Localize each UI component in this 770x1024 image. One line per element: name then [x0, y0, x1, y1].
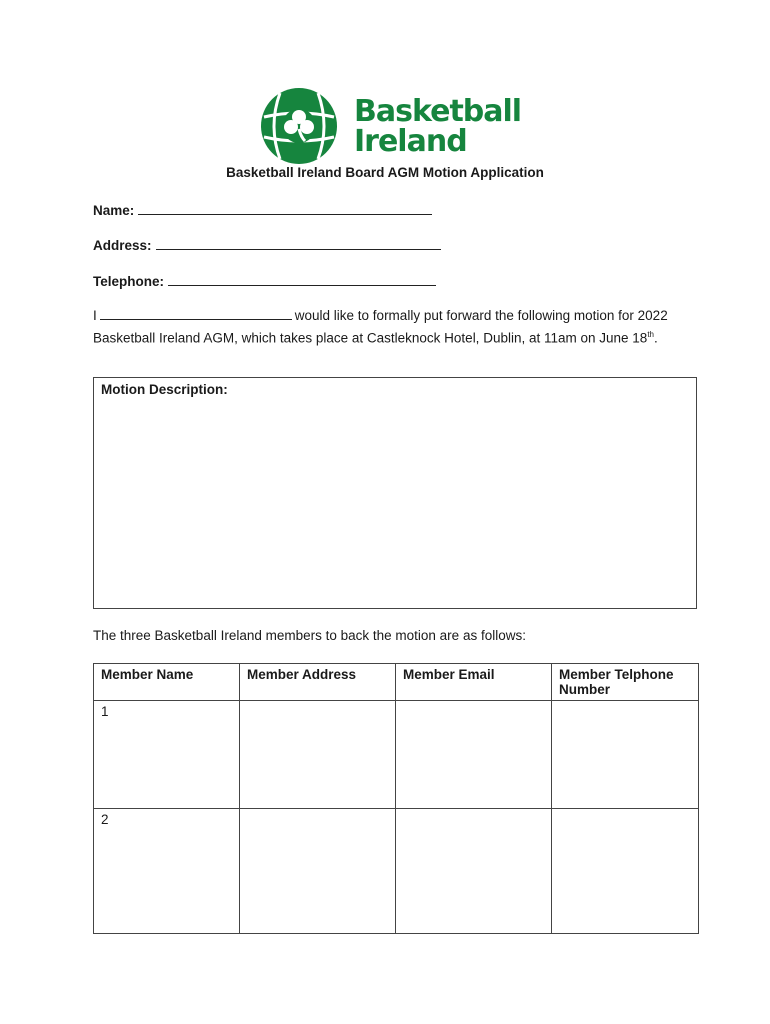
statement-text: would like to formally put forward the following motion for 2022 Basketball Ireland AGM, which takes place at Castleknock Hotel, Dublin, at 11am on June 18: [93, 308, 668, 346]
address-field[interactable]: [93, 236, 441, 253]
row-2-address-cell[interactable]: [240, 809, 396, 934]
statement-suffix: .: [653, 330, 658, 346]
row-2-email-cell[interactable]: [396, 809, 552, 934]
table-row: [94, 809, 699, 934]
row-number: 1: [101, 704, 109, 719]
logo-word-basketball: Basketball: [354, 94, 522, 129]
applicant-name-blank[interactable]: [100, 307, 292, 320]
name-label: Name:: [93, 203, 135, 218]
address-line[interactable]: [156, 236, 441, 250]
header-member-email: Member Email: [396, 664, 552, 701]
header-member-name: Member Name: [94, 664, 240, 701]
basketball-shamrock-icon: [258, 87, 340, 165]
header-member-telephone: Member Telphone Number: [552, 664, 699, 701]
members-table: [93, 663, 699, 934]
statement-superscript: th: [647, 330, 654, 339]
motion-description-box[interactable]: [93, 377, 697, 609]
row-2-telephone-cell[interactable]: [552, 809, 699, 934]
row-1-email-cell[interactable]: [396, 701, 552, 809]
name-line[interactable]: [138, 201, 432, 215]
row-2-name-cell[interactable]: [94, 809, 240, 934]
telephone-field[interactable]: [93, 272, 436, 289]
basketball-ireland-logo: [258, 87, 522, 167]
address-label: Address:: [93, 238, 152, 253]
row-1-name-cell[interactable]: [94, 701, 240, 809]
telephone-label: Telephone:: [93, 274, 165, 289]
motion-statement: [93, 306, 693, 348]
header-member-address: Member Address: [240, 664, 396, 701]
row-number: 2: [101, 812, 109, 827]
motion-description-label: Motion Description:: [101, 382, 228, 397]
table-row: [94, 701, 699, 809]
statement-prefix: I: [93, 308, 97, 323]
row-1-address-cell[interactable]: [240, 701, 396, 809]
telephone-line[interactable]: [168, 272, 436, 286]
table-header-row: [94, 664, 699, 701]
name-field[interactable]: [93, 201, 432, 218]
document-title: Basketball Ireland Board AGM Motion Application: [226, 165, 544, 180]
logo-word-ireland: Ireland: [354, 124, 467, 159]
row-1-telephone-cell[interactable]: [552, 701, 699, 809]
members-intro: The three Basketball Ireland members to back the motion are as follows:: [93, 628, 526, 643]
